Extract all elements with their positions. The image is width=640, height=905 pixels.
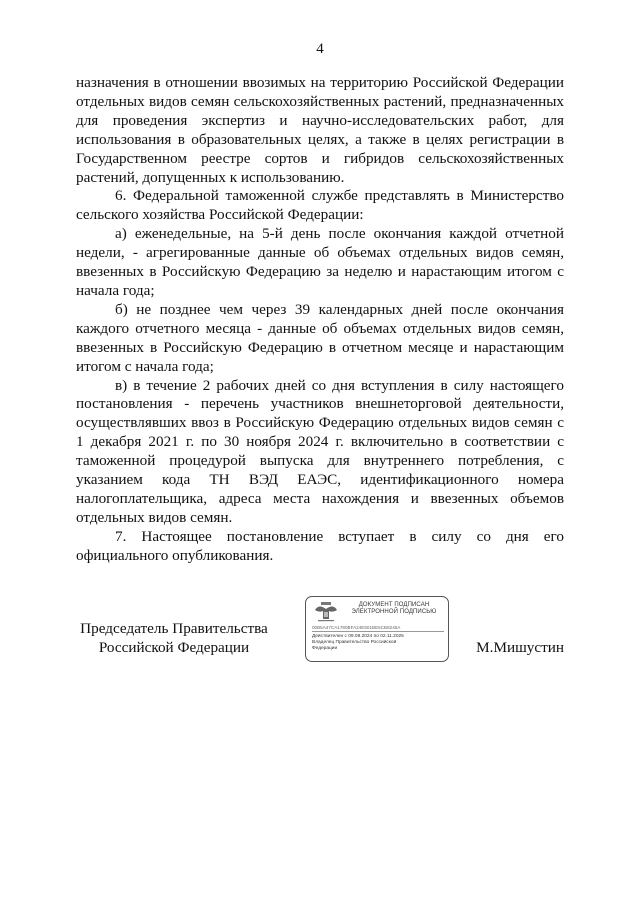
paragraph-continuation: назначения в отношении ввозимых на территорию Российской Федерации отдельных видов семян сельскохозяйственных растений, предназначенных для проведения экспертиз и научно-исследовательских работ, для использования в образовательных целях, а также в целях регистрации в Государственном реестре сортов и гибридов сельскохозяйственных растений, допущенных к использованию. — [76, 74, 564, 186]
stamp-owner-line2: Федерации — [312, 646, 338, 651]
document-body — [76, 74, 564, 566]
stamp-validity: Действителен с 09.08.2024 по 02.11.2025 — [312, 634, 404, 639]
stamp-divider — [312, 631, 444, 632]
signatory-title — [76, 620, 272, 658]
state-emblem-icon — [312, 601, 340, 623]
stamp-heading — [342, 602, 446, 616]
signatory-title-line1: Председатель Правительства — [80, 620, 268, 637]
paragraph-subitem-v: в) в течение 2 рабочих дней со дня вступления в силу настоящего постановления - перечень участников внешнеторговой деятельности, осуществлявших ввоз в Российскую Федерацию отдельных видов семян с 1 декабря 2021 г. по 30 ноября 2024 г. включительно в соответствии с таможенной процедурой выпуска для внутреннего потребления, с указанием кода ТН ВЭД ЕАЭС, идентификационного номера налогоплательщика, адреса места нахождения и ввезенных объемов отдельных видов семян. — [76, 376, 564, 526]
paragraph-item-7: 7. Настоящее постановление вступает в силу со дня его официального опубликования. — [76, 527, 564, 564]
signature-block — [76, 602, 564, 678]
stamp-heading-line1: ДОКУМЕНТ ПОДПИСАН — [358, 602, 430, 608]
page-number: 4 — [316, 41, 324, 57]
stamp-heading-line2: ЭЛЕКТРОННОЙ ПОДПИСЬЮ — [351, 609, 437, 615]
paragraph-subitem-a: а) еженедельные, на 5-й день после окончания каждой отчетной недели, - агрегированные данные об объемах отдельных видов семян, ввезенных в Российскую Федерацию за неделю и нарастающим итогом с начала года; — [76, 225, 564, 299]
signatory-title-line2: Российской Федерации — [98, 638, 250, 656]
stamp-certificate: 00B5A47CA1780BFA24E501BE5CB8245A — [312, 625, 401, 630]
paragraph-item-6: 6. Федеральной таможенной службе представлять в Министерство сельского хозяйства Российской Федерации: — [76, 187, 564, 224]
signatory-name: М.Мишустин — [476, 639, 564, 656]
stamp-owner-line1: Владелец Правительство Российской — [312, 640, 397, 645]
paragraph-subitem-b: б) не позднее чем через 39 календарных дней после окончания каждого отчетного месяца - данные об объемах отдельных видов семян, ввезенных в Российскую Федерацию в отчетном месяце и нарастающим итогом с начала года; — [76, 300, 564, 375]
electronic-signature-stamp — [305, 596, 449, 662]
